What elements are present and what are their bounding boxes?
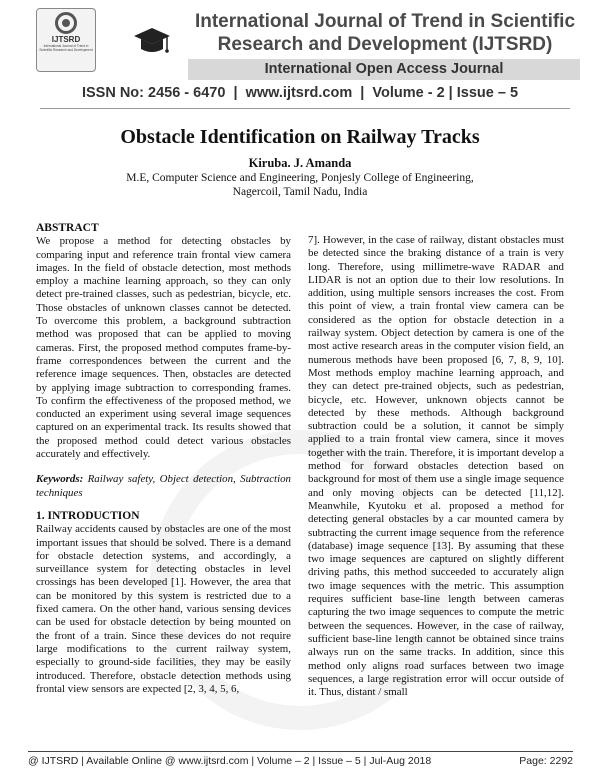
page-number: Page: 2292 [519,755,573,767]
journal-header [0,0,600,118]
left-column [36,222,291,696]
journal-logo [36,8,96,72]
author-name: Kiruba. J. Amanda [248,156,352,170]
header-divider [40,108,570,109]
introduction-text-left: Railway accidents caused by obstacles are one of the most important issues that should be solved. There is a demand for obstacle detection systems, and accordingly, a surveillance system for detecting obstacles in level crossings has been developed [1]. However, the area that can be monitored by this system is restricted due to a fixed camera. On the other hand, various sensing devices can be used for obstacle detection by being mounted on the front of a train. Since these devices do not require large modifications to the current railway system, especially to ground-side facilities, they may be easily introduced. Therefore, obstacle detection methods using frontal view sensors are expected [2, 3, 4, 5, 6, [36,523,291,695]
graduation-cap-icon [132,24,172,60]
journal-title-line2: Research and Development (IJTSRD) [217,34,553,55]
footer-divider [28,751,573,752]
logo-subtext: International Journal of Trend in Scientific Research and Development [39,44,93,52]
affiliation-line1: M.E, Computer Science and Engineering, Ponjesly College of Engineering, [126,172,474,184]
affiliation-line2: Nagercoil, Tamil Nadu, India [232,186,368,198]
page-footer [28,755,573,767]
open-access-bar: International Open Access Journal [188,59,580,80]
journal-title-line1: International Journal of Trend in Scientific [194,11,576,32]
paper-title: Obstacle Identification on Railway Tracks [120,126,480,148]
introduction-text-right: 7]. However, in the case of railway, distant obstacles must be detected since the braking distance of a train is very long. Therefore, using millimetre-wave RADAR and LIDAR is not an option due to their low resolutions. In addition, using multiple sensors increases the cost. From this point of view, a train frontal view camera can be considered as the option for obstacle detection in a railway system. Object detection by camera is one of the most active research areas in the computer vision field, an numerous methods have been proposed [6, 7, 8, 9, 10]. Most methods employ machine learning approach, and they can detect pre-trained objects, such as pedestrian, bicycle, etc. However, unknown objects cannot be detected by these methods. Although background subtraction could be a solution, it cannot be simply applied to a train frontal view camera, since it moves together with the train. Therefore, it is important develop a method for forward obstacles detection based on background for most of them use a single image sequence and only moving objects can be detected [11,12]. Meanwhile, Kyutoku et al. proposed a method for detecting general obstacles by a car mounted camera by subtracting the current image sequence from the reference (database) image sequence [13]. By assuming that these two image sequences are captured on slightly different driving paths, this method succeeded to accurately align two image sequences with the metric. This assumption requires sufficient base-line length between cameras capturing the two image sequences to compute the metric between the sequences. However, in the case of railway, sufficient base-line length cannot be obtained since trains always run on the same tracks. In addition, since this method only aligns road surfaces between two image sequences, a large registration error will occur outside of it. Thus, distant / small [308,234,564,699]
journal-title [190,10,580,56]
introduction-heading: 1. INTRODUCTION [36,509,140,522]
keywords-text: Railway safety, Object detection, Subtraction techniques [36,473,291,499]
issn-line: ISSN No: 2456 - 6470 | www.ijtsrd.com | Volume - 2 | Issue – 5 [81,85,519,101]
right-column [308,234,564,699]
author-affiliation [0,171,600,199]
footer-citation: @ IJTSRD | Available Online @ www.ijtsrd.com | Volume – 2 | Issue – 5 | Jul-Aug 2018 [28,755,432,767]
abstract-heading: ABSTRACT [36,222,99,234]
abstract-text: We propose a method for detecting obstacles by comparing input and reference train frontal view camera images. In the field of obstacle detection, most methods employ a machine learning approach, so they can only detect pre-trained classes, such as pedestrian, bicycle, etc. Those obstacles of unknown classes cannot be detected. To overcome this problem, a background subtraction method was proposed that can be applied to moving cameras. First, the proposed method computes frame-by-frame correspondences between the current and the reference image sequences. Then, obstacles are detected by applying image subtraction to corresponding frames. To confirm the effectiveness of the proposed method, we conducted an experiment using several image sequences captured on an experimental track. Its results showed that the proposed method could detect various obstacles accurately and effectively. [36,235,291,461]
gear-icon [55,12,77,34]
keywords-label: Keywords: [36,473,84,486]
keywords [36,473,291,500]
logo-brand: IJTSRD [51,35,81,44]
